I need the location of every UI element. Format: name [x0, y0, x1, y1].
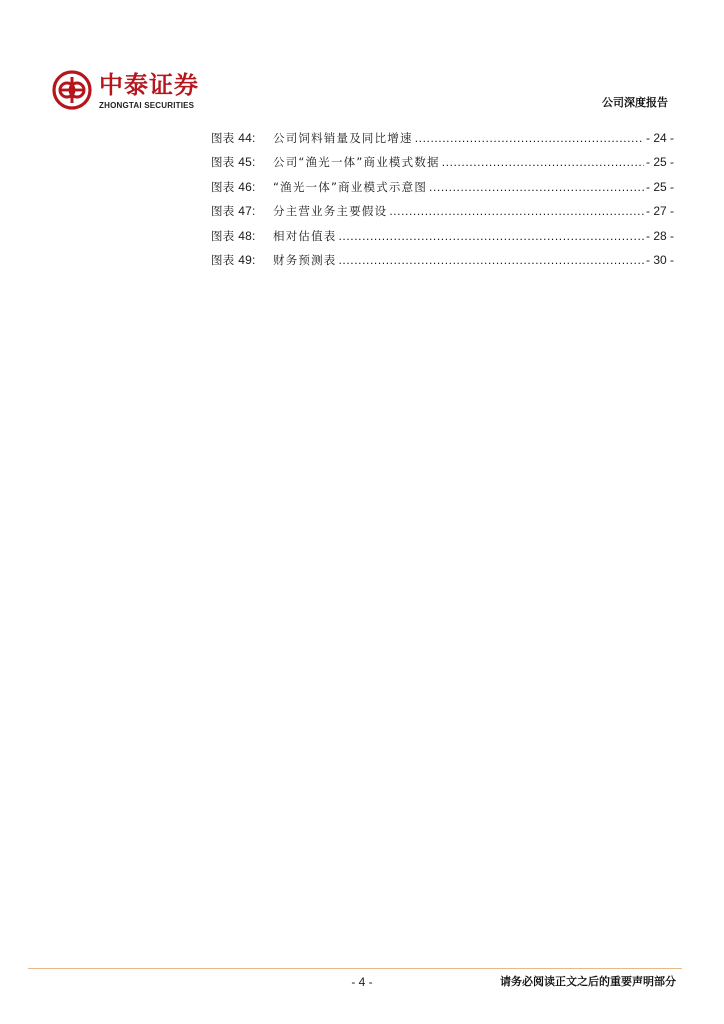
toc-entry-label: 图表 47:	[211, 204, 256, 219]
toc-entry-title: 相对估值表	[273, 228, 337, 243]
toc-entry-figure-44[interactable]	[211, 130, 674, 154]
company-logo	[52, 70, 227, 116]
zhongtai-logo-icon	[52, 70, 92, 110]
toc-dot-leader	[415, 130, 644, 146]
toc-entry-figure-47[interactable]	[211, 203, 674, 227]
page-number: - 4 -	[351, 975, 373, 989]
toc-entry-title: 公司“渔光一体”商业模式数据	[273, 155, 440, 170]
toc-entry-page: - 25 -	[645, 155, 674, 170]
toc-entry-page: - 25 -	[645, 179, 674, 194]
toc-entry-title: “渔光一体”商业模式示意图	[273, 179, 428, 194]
logo-chinese-name: 中泰证券	[99, 71, 199, 99]
toc-entry-page: - 30 -	[645, 252, 674, 267]
toc-entry-figure-48[interactable]	[211, 228, 674, 252]
toc-entry-title: 分主营业务主要假设	[273, 204, 388, 219]
toc-dot-leader	[339, 252, 644, 268]
toc-entry-title: 公司饲料销量及同比增速	[273, 131, 413, 145]
toc-entry-label: 图表 46:	[211, 179, 256, 194]
toc-dot-leader	[442, 154, 644, 170]
toc-entry-label: 图表 48:	[211, 228, 256, 243]
toc-dot-leader	[429, 179, 644, 195]
logo-english-name: ZHONGTAI SECURITIES	[99, 101, 195, 110]
figure-index-list	[211, 130, 674, 276]
toc-dot-leader	[339, 228, 644, 244]
toc-dot-leader	[389, 203, 644, 219]
toc-entry-label: 图表 45:	[211, 155, 256, 170]
report-type-label: 公司深度报告	[602, 96, 668, 109]
toc-entry-figure-49[interactable]	[211, 252, 674, 276]
toc-entry-label: 图表 44:	[211, 131, 256, 145]
toc-entry-figure-46[interactable]	[211, 179, 674, 203]
toc-entry-page: - 24 -	[645, 131, 674, 145]
footer-divider	[28, 968, 682, 969]
footer-disclaimer: 请务必阅读正文之后的重要声明部分	[500, 975, 676, 988]
toc-entry-title: 财务预测表	[273, 252, 337, 267]
toc-entry-figure-45[interactable]	[211, 154, 674, 178]
toc-entry-page: - 28 -	[645, 228, 674, 243]
toc-entry-label: 图表 49:	[211, 252, 256, 267]
toc-entry-page: - 27 -	[645, 204, 674, 219]
